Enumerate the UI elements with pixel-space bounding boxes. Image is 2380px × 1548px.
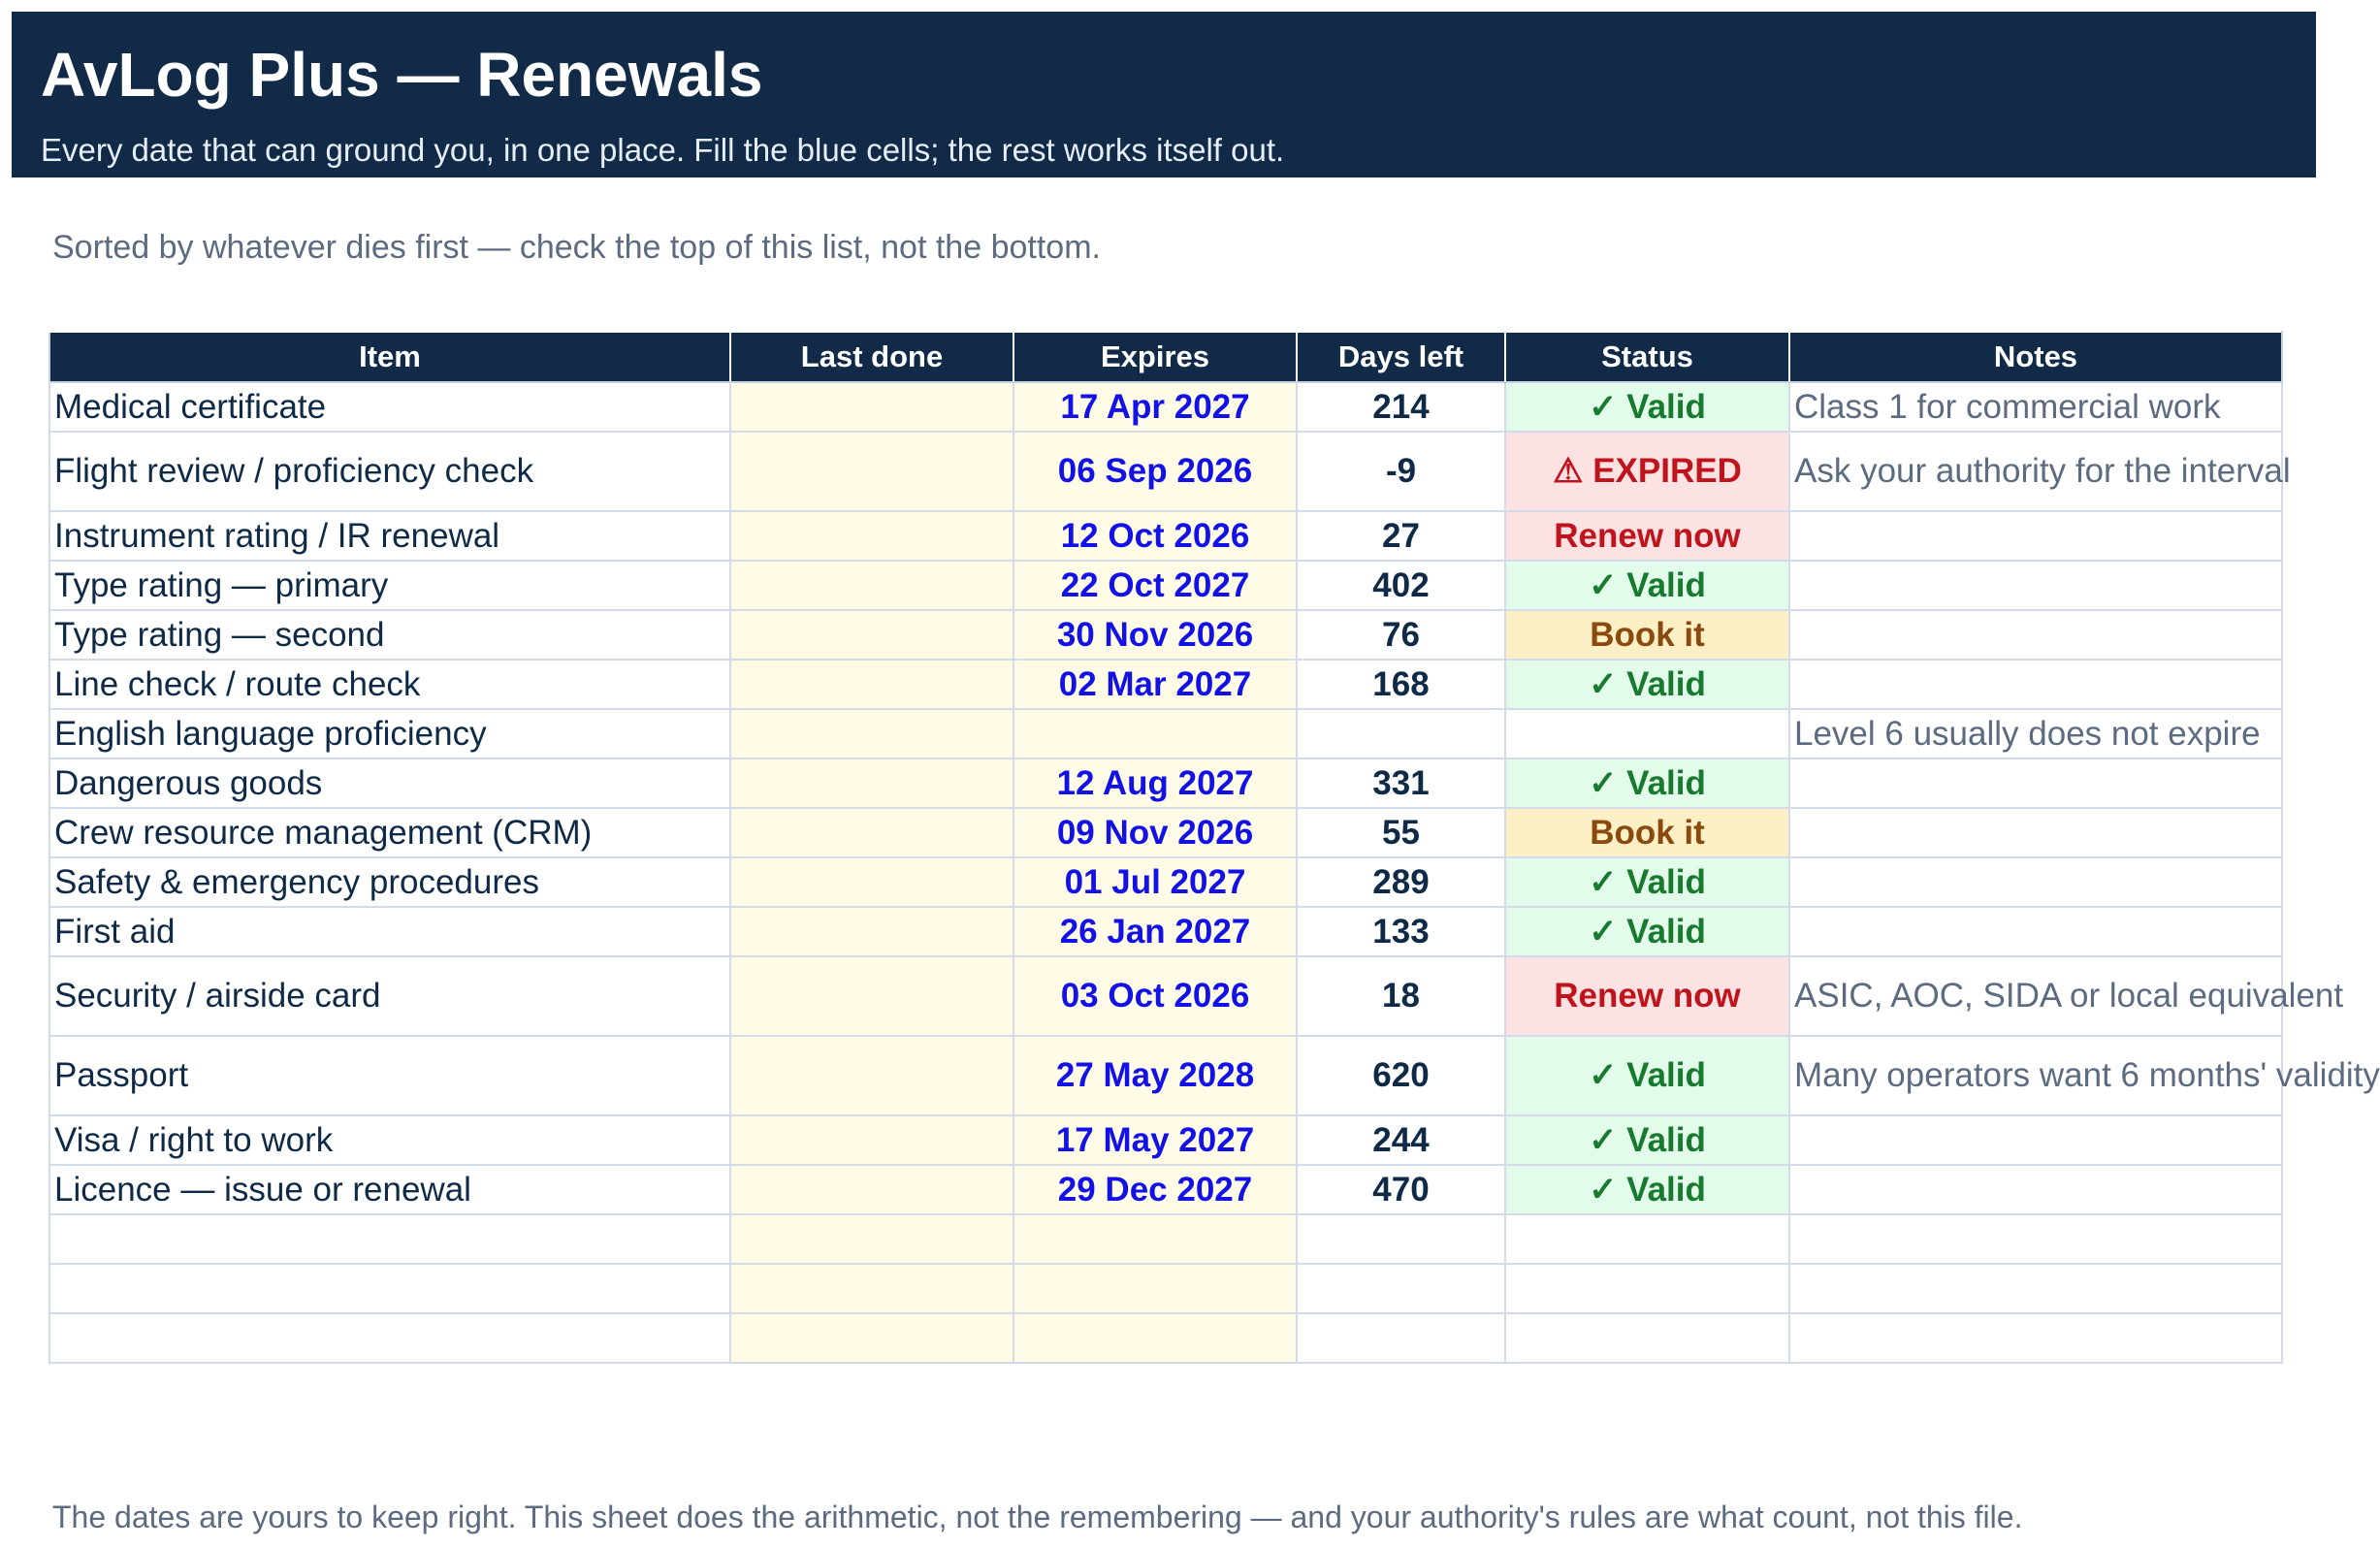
status-badge: ✓ Valid: [1505, 758, 1789, 808]
status-badge: ✓ Valid: [1505, 1036, 1789, 1115]
last-done-cell[interactable]: [730, 1165, 1013, 1214]
status-badge: ✓ Valid: [1505, 1115, 1789, 1165]
item-cell[interactable]: [49, 1313, 730, 1363]
days-left-cell: -9: [1297, 432, 1505, 511]
days-left-cell: 402: [1297, 561, 1505, 610]
status-badge: ⚠ EXPIRED: [1505, 432, 1789, 511]
table-row: [49, 808, 2282, 857]
item-cell[interactable]: [49, 1264, 730, 1313]
notes-cell[interactable]: Class 1 for commercial work: [1789, 382, 2282, 432]
last-done-cell[interactable]: [730, 511, 1013, 561]
status-badge: ✓ Valid: [1505, 1165, 1789, 1214]
column-header-notes[interactable]: Notes: [1789, 332, 2282, 382]
days-left-cell: [1297, 1214, 1505, 1264]
notes-cell[interactable]: [1789, 1214, 2282, 1264]
item-cell[interactable]: Crew resource management (CRM): [49, 808, 730, 857]
expires-cell[interactable]: [1013, 709, 1297, 758]
last-done-cell[interactable]: [730, 1264, 1013, 1313]
table-row: [49, 561, 2282, 610]
table-row: [49, 1115, 2282, 1165]
days-left-cell: [1297, 1313, 1505, 1363]
notes-cell[interactable]: [1789, 907, 2282, 956]
notes-cell[interactable]: [1789, 561, 2282, 610]
expires-cell[interactable]: 12 Aug 2027: [1013, 758, 1297, 808]
table-row: [49, 1165, 2282, 1214]
notes-cell[interactable]: [1789, 758, 2282, 808]
item-cell[interactable]: Visa / right to work: [49, 1115, 730, 1165]
notes-cell[interactable]: [1789, 1165, 2282, 1214]
page-title: AvLog Plus — Renewals: [41, 40, 763, 110]
column-header-expires[interactable]: Expires: [1013, 332, 1297, 382]
table-row: [49, 758, 2282, 808]
table-body: [49, 382, 2380, 1363]
table-row: [49, 709, 2282, 758]
days-left-cell: 76: [1297, 610, 1505, 660]
table-row: [49, 1214, 2282, 1264]
table-row: [49, 432, 2282, 511]
column-header-days-left[interactable]: Days left: [1297, 332, 1505, 382]
renewals-table: [48, 331, 2380, 1364]
last-done-cell[interactable]: [730, 1313, 1013, 1363]
status-badge: ✓ Valid: [1505, 907, 1789, 956]
notes-cell[interactable]: [1789, 660, 2282, 709]
status-badge: ✓ Valid: [1505, 660, 1789, 709]
notes-cell[interactable]: [1789, 1115, 2282, 1165]
days-left-cell: 27: [1297, 511, 1505, 561]
expires-cell[interactable]: 26 Jan 2027: [1013, 907, 1297, 956]
days-left-cell: 331: [1297, 758, 1505, 808]
sort-note: Sorted by whatever dies first — check the top of this list, not the bottom.: [52, 229, 1101, 266]
expires-cell[interactable]: [1013, 1313, 1297, 1363]
page-subtitle: Every date that can ground you, in one place. Fill the blue cells; the rest works itself out.: [41, 132, 1285, 168]
item-cell[interactable]: English language proficiency: [49, 709, 730, 758]
notes-cell[interactable]: [1789, 511, 2282, 561]
table-row: [49, 511, 2282, 561]
last-done-cell[interactable]: [730, 1115, 1013, 1165]
item-cell[interactable]: Line check / route check: [49, 660, 730, 709]
expires-cell[interactable]: 30 Nov 2026: [1013, 610, 1297, 660]
table-row: [49, 1313, 2282, 1363]
table-row: [49, 660, 2282, 709]
table-row: [49, 907, 2282, 956]
notes-cell[interactable]: ASIC, AOC, SIDA or local equivalent: [1789, 956, 2282, 1036]
expires-cell[interactable]: 27 May 2028: [1013, 1036, 1297, 1115]
days-left-cell: [1297, 1264, 1505, 1313]
notes-cell[interactable]: Many operators want 6 months' validity: [1789, 1036, 2282, 1115]
column-header-item[interactable]: Item: [49, 332, 730, 382]
status-badge: ✓ Valid: [1505, 857, 1789, 907]
expires-cell[interactable]: 17 May 2027: [1013, 1115, 1297, 1165]
days-left-cell: 214: [1297, 382, 1505, 432]
status-badge: ✓ Valid: [1505, 382, 1789, 432]
days-left-cell: 168: [1297, 660, 1505, 709]
column-header-last-done[interactable]: Last done: [730, 332, 1013, 382]
header-banner: [12, 12, 2316, 177]
item-cell[interactable]: Dangerous goods: [49, 758, 730, 808]
days-left-cell: 133: [1297, 907, 1505, 956]
notes-cell[interactable]: Level 6 usually does not expire: [1789, 709, 2282, 758]
last-done-cell[interactable]: [730, 857, 1013, 907]
expires-cell[interactable]: 03 Oct 2026: [1013, 956, 1297, 1036]
last-done-cell[interactable]: [730, 1214, 1013, 1264]
item-cell[interactable]: Instrument rating / IR renewal: [49, 511, 730, 561]
table-row: [49, 1264, 2282, 1313]
item-cell[interactable]: Type rating — second: [49, 610, 730, 660]
expires-cell[interactable]: 06 Sep 2026: [1013, 432, 1297, 511]
expires-cell[interactable]: 12 Oct 2026: [1013, 511, 1297, 561]
expires-cell[interactable]: 02 Mar 2027: [1013, 660, 1297, 709]
status-badge: [1505, 1313, 1789, 1363]
last-done-cell[interactable]: [730, 561, 1013, 610]
status-badge: Book it: [1505, 610, 1789, 660]
item-cell[interactable]: First aid: [49, 907, 730, 956]
table-row: [49, 382, 2282, 432]
expires-cell[interactable]: 22 Oct 2027: [1013, 561, 1297, 610]
item-cell[interactable]: Type rating — primary: [49, 561, 730, 610]
table-row: [49, 857, 2282, 907]
last-done-cell[interactable]: [730, 956, 1013, 1036]
item-cell[interactable]: Flight review / proficiency check: [49, 432, 730, 511]
status-badge: [1505, 1214, 1789, 1264]
days-left-cell: 289: [1297, 857, 1505, 907]
days-left-cell: 620: [1297, 1036, 1505, 1115]
last-done-cell[interactable]: [730, 709, 1013, 758]
item-cell[interactable]: [49, 1214, 730, 1264]
notes-cell[interactable]: [1789, 1313, 2282, 1363]
status-badge: [1505, 709, 1789, 758]
days-left-cell: 55: [1297, 808, 1505, 857]
footer-disclaimer: The dates are yours to keep right. This sheet does the arithmetic, not the remembering — and your authority's rules are what count, not this file.: [52, 1500, 2023, 1534]
last-done-cell[interactable]: [730, 808, 1013, 857]
expires-cell[interactable]: 01 Jul 2027: [1013, 857, 1297, 907]
last-done-cell[interactable]: [730, 432, 1013, 511]
notes-cell[interactable]: [1789, 808, 2282, 857]
last-done-cell[interactable]: [730, 382, 1013, 432]
notes-cell[interactable]: [1789, 610, 2282, 660]
last-done-cell[interactable]: [730, 1036, 1013, 1115]
item-cell[interactable]: Licence — issue or renewal: [49, 1165, 730, 1214]
column-header-status[interactable]: Status: [1505, 332, 1789, 382]
table-row: [49, 610, 2282, 660]
expires-cell[interactable]: [1013, 1214, 1297, 1264]
last-done-cell[interactable]: [730, 660, 1013, 709]
notes-cell[interactable]: [1789, 857, 2282, 907]
header-row: [49, 332, 2282, 382]
item-cell[interactable]: Security / airside card: [49, 956, 730, 1036]
last-done-cell[interactable]: [730, 610, 1013, 660]
status-badge: Renew now: [1505, 956, 1789, 1036]
item-cell[interactable]: Passport: [49, 1036, 730, 1115]
notes-cell[interactable]: Ask your authority for the interval: [1789, 432, 2282, 511]
status-badge: ✓ Valid: [1505, 561, 1789, 610]
status-badge: [1505, 1264, 1789, 1313]
item-cell[interactable]: Medical certificate: [49, 382, 730, 432]
expires-cell[interactable]: 17 Apr 2027: [1013, 382, 1297, 432]
item-cell[interactable]: Safety & emergency procedures: [49, 857, 730, 907]
expires-cell[interactable]: 09 Nov 2026: [1013, 808, 1297, 857]
last-done-cell[interactable]: [730, 758, 1013, 808]
notes-cell[interactable]: [1789, 1264, 2282, 1313]
days-left-cell: 470: [1297, 1165, 1505, 1214]
days-left-cell: 244: [1297, 1115, 1505, 1165]
days-left-cell: 18: [1297, 956, 1505, 1036]
expires-cell[interactable]: 29 Dec 2027: [1013, 1165, 1297, 1214]
table-row: [49, 956, 2282, 1036]
days-left-cell: [1297, 709, 1505, 758]
status-badge: Renew now: [1505, 511, 1789, 561]
table-row: [49, 1036, 2282, 1115]
status-badge: Book it: [1505, 808, 1789, 857]
expires-cell[interactable]: [1013, 1264, 1297, 1313]
last-done-cell[interactable]: [730, 907, 1013, 956]
